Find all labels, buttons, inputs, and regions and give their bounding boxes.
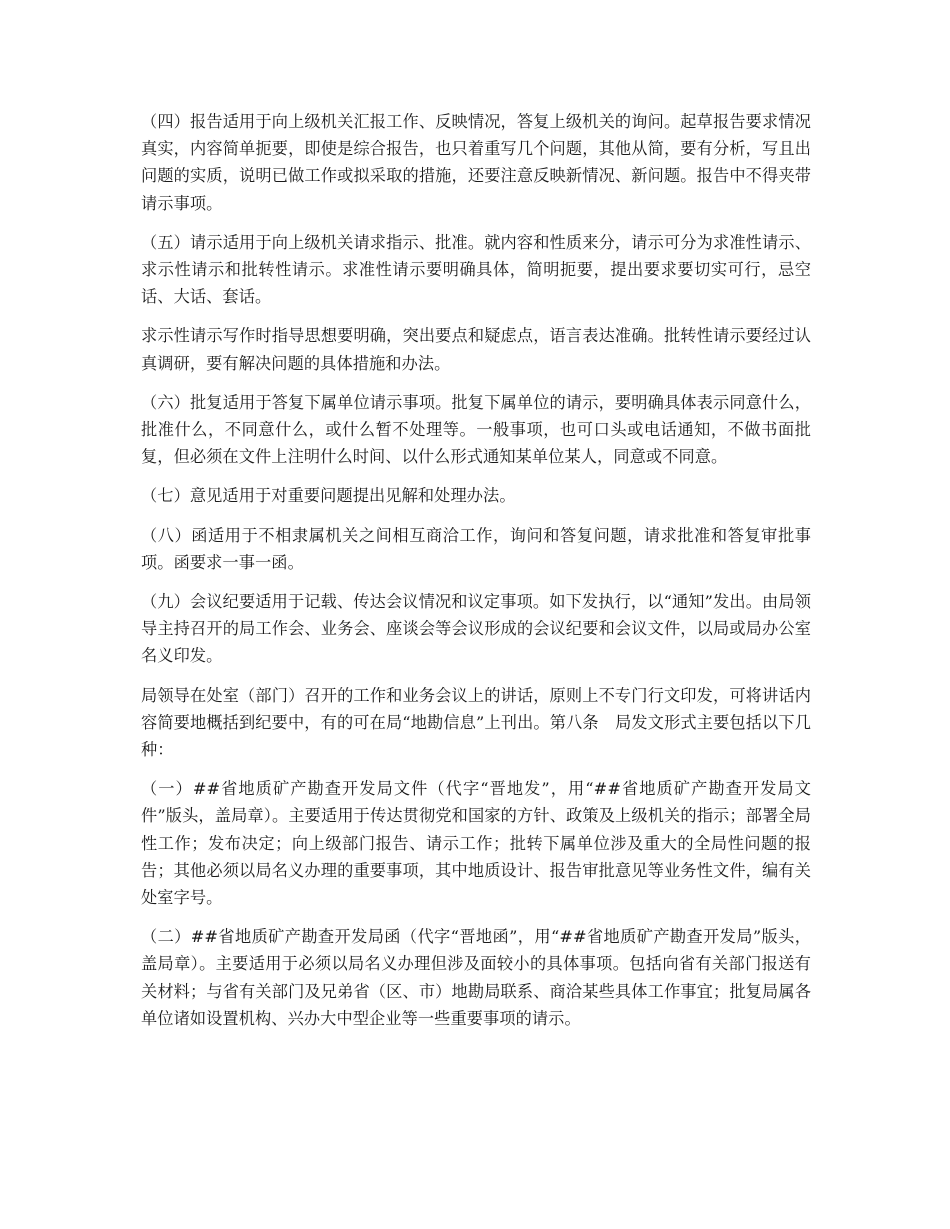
paragraph-bureau-document: （一）##省地质矿产勘查开发局文件（代字“晋地发”，用“##省地质矿产勘查开发局文件”版头，盖局章）。主要适用于传达贯彻党和国家的方针、政策及上级机关的指示；部署全局性工作；发布决定；向上级部门报告、请示工作；批转下属单位涉及重大的全局性问题的报告；其他必须以局名义办理的重要事项，其中地质设计、报告审批意见等业务性文件，编有关处室字号。 bbox=[141, 779, 811, 908]
paragraph-opinion: （七）意见适用于对重要问题提出见解和处理办法。 bbox=[141, 486, 516, 506]
paragraph-reply: （六）批复适用于答复下属单位请示事项。批复下属单位的请示，要明确具体表示同意什么，批准什么，不同意什么，或什么暂不处理等。一般事项，也可口头或电话通知，不做书面批复，但必须在文件上注明什么时间、以什么形式通知某单位某人，同意或不同意。 bbox=[141, 392, 811, 467]
paragraph-leader-speech: 局领导在处室（部门）召开的工作和业务会议上的讲话，原则上不专门行文印发，可将讲话内容简要地概括到纪要中，有的可在局“地勘信息”上刊出。第八条 局发文形式主要包括以下几种： bbox=[141, 685, 811, 760]
paragraph-request: （五）请示适用于向上级机关请求指示、批准。就内容和性质来分，请示可分为求准性请示、求示性请示和批转性请示。求准性请示要明确具体，简明扼要，提出要求要切实可行，忌空话、大话、套话。 bbox=[141, 232, 811, 307]
paragraph-bureau-letter: （二）##省地质矿产勘查开发局函（代字“晋地函”，用“##省地质矿产勘查开发局”版头，盖局章）。主要适用于必须以局名义办理但涉及面较小的具体事项。包括向省有关部门报送有关材料；与省有关部门及兄弟省（区、市）地勘局联系、商洽某些具体工作事宜；批复局属各单位诸如设置机构、兴办大中型企业等一些重要事项的请示。 bbox=[141, 927, 811, 1028]
paragraph-report: （四）报告适用于向上级机关汇报工作、反映情况，答复上级机关的询问。起草报告要求情况真实，内容简单扼要，即使是综合报告，也只着重写几个问题，其他从简，要有分析，写且出问题的实质，说明已做工作或拟采取的措施，还要注意反映新情况、新问题。报告中不得夹带请示事项。 bbox=[141, 112, 811, 213]
paragraph-letter: （八）函适用于不相隶属机关之间相互商洽工作，询问和答复问题，请求批准和答复审批事项。函要求一事一函。 bbox=[141, 525, 811, 572]
paragraph-minutes: （九）会议纪要适用于记载、传达会议情况和议定事项。如下发执行，以“通知”发出。由局领导主持召开的局工作会、业务会、座谈会等会议形成的会议纪要和会议文件，以局或局办公室名义印发。 bbox=[141, 592, 811, 666]
paragraph-request-instruction: 求示性请示写作时指导思想要明确，突出要点和疑虑点，语言表达准确。批转性请示要经过认真调研，要有解决问题的具体措施和办法。 bbox=[141, 326, 811, 373]
document-body bbox=[141, 108, 811, 1044]
